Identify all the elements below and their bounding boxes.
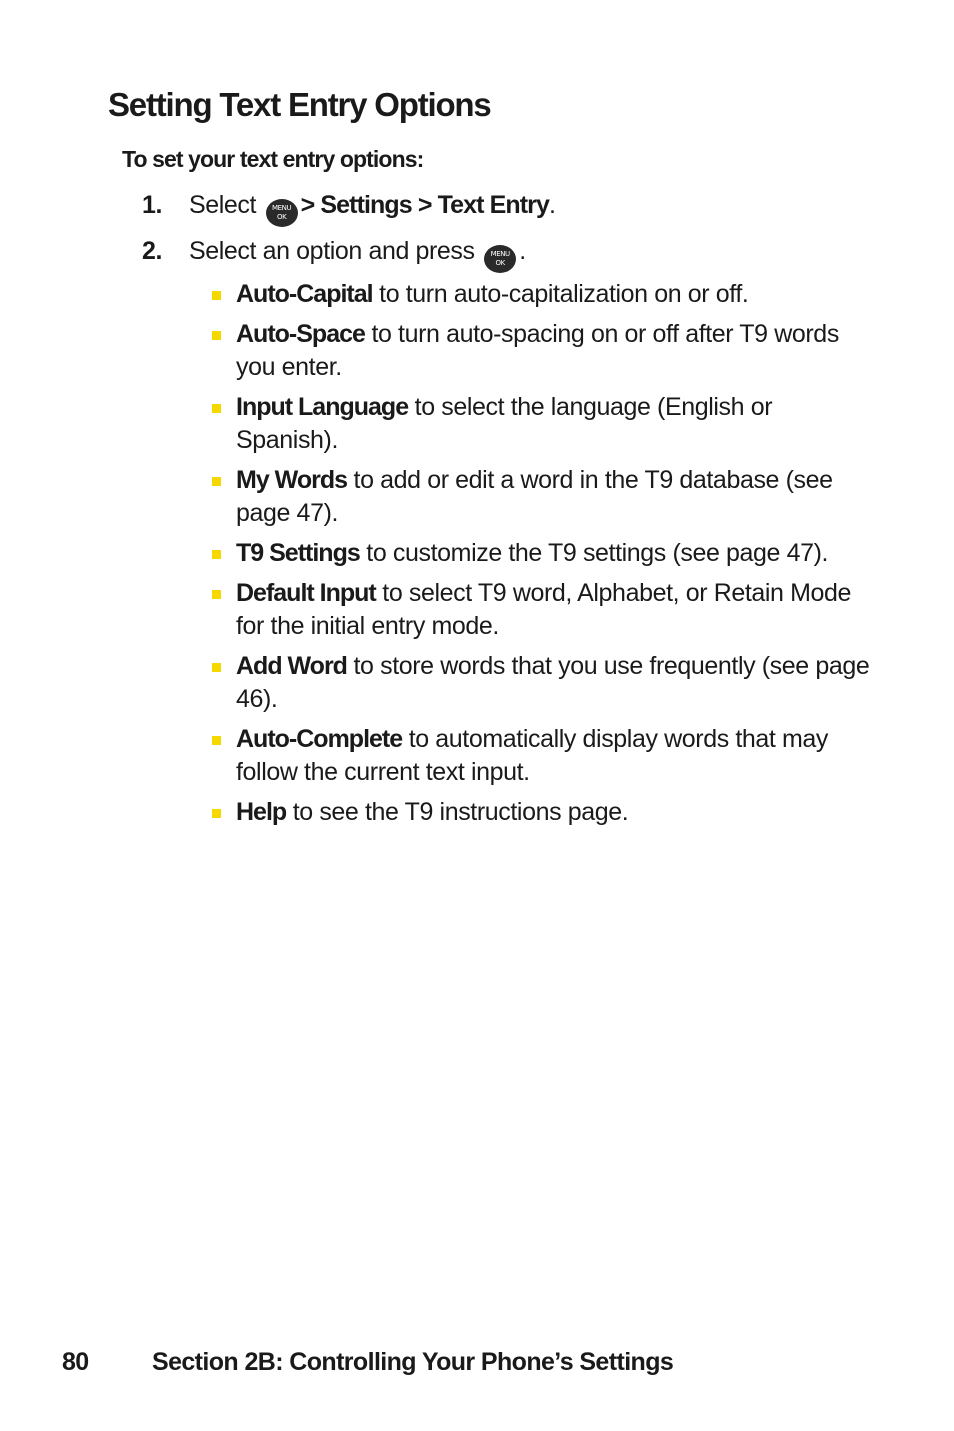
option-term: Auto-Capital bbox=[236, 280, 373, 308]
list-item bbox=[212, 278, 872, 311]
option-desc: to turn auto-capitalization on or off. bbox=[372, 280, 749, 308]
step-number: 2. bbox=[142, 237, 163, 265]
square-bullet-icon bbox=[212, 663, 221, 672]
option-term: Add Word bbox=[236, 652, 347, 680]
option-term: Auto-Complete bbox=[236, 725, 403, 753]
step-text: Select bbox=[189, 191, 257, 219]
option-term: Input Language bbox=[236, 393, 409, 421]
option-desc: to select the language (English or Spanish). bbox=[236, 393, 773, 454]
list-item bbox=[212, 464, 872, 530]
step-end: . bbox=[549, 191, 556, 219]
option-desc: to customize the T9 settings (see page 47). bbox=[359, 539, 829, 567]
step-1 bbox=[142, 191, 556, 227]
square-bullet-icon bbox=[212, 550, 221, 559]
square-bullet-icon bbox=[212, 477, 221, 486]
list-item bbox=[212, 577, 872, 643]
list-item bbox=[212, 391, 872, 457]
option-desc: to see the T9 instructions page. bbox=[286, 798, 629, 826]
list-item bbox=[212, 796, 872, 829]
option-desc: to store words that you use frequently (see page 46). bbox=[236, 652, 870, 713]
list-item bbox=[212, 723, 872, 789]
menu-ok-key-icon: MENU OK bbox=[266, 199, 298, 227]
option-desc: to add or edit a word in the T9 database (see page 47). bbox=[236, 466, 833, 527]
square-bullet-icon bbox=[212, 590, 221, 599]
list-item bbox=[212, 650, 872, 716]
square-bullet-icon bbox=[212, 331, 221, 340]
page-title: Setting Text Entry Options bbox=[108, 86, 491, 123]
option-list bbox=[212, 278, 872, 836]
list-item bbox=[212, 537, 872, 570]
step-2 bbox=[142, 237, 526, 273]
square-bullet-icon bbox=[212, 736, 221, 745]
option-term: Help bbox=[236, 798, 287, 826]
option-term: T9 Settings bbox=[236, 539, 360, 567]
footer-section-title: Section 2B: Controlling Your Phone’s Settings bbox=[152, 1348, 674, 1376]
step-text: Select an option and press bbox=[189, 237, 475, 265]
menu-path: > Settings > Text Entry bbox=[300, 191, 549, 219]
square-bullet-icon bbox=[212, 291, 221, 300]
square-bullet-icon bbox=[212, 404, 221, 413]
option-desc: to select T9 word, Alphabet, or Retain Mode for the initial entry mode. bbox=[236, 579, 852, 640]
option-desc: to turn auto-spacing on or off after T9 words you enter. bbox=[236, 320, 839, 381]
menu-ok-key-icon: MENU OK bbox=[484, 245, 516, 273]
option-term: My Words bbox=[236, 466, 347, 494]
square-bullet-icon bbox=[212, 809, 221, 818]
intro-heading: To set your text entry options: bbox=[122, 146, 424, 172]
option-term: Default Input bbox=[236, 579, 376, 607]
option-term: Auto-Space bbox=[236, 320, 365, 348]
option-desc: to automatically display words that may follow the current text input. bbox=[236, 725, 829, 786]
step-number: 1. bbox=[142, 191, 163, 219]
step-end: . bbox=[519, 237, 526, 265]
list-item bbox=[212, 318, 872, 384]
footer-page-number: 80 bbox=[62, 1348, 89, 1376]
